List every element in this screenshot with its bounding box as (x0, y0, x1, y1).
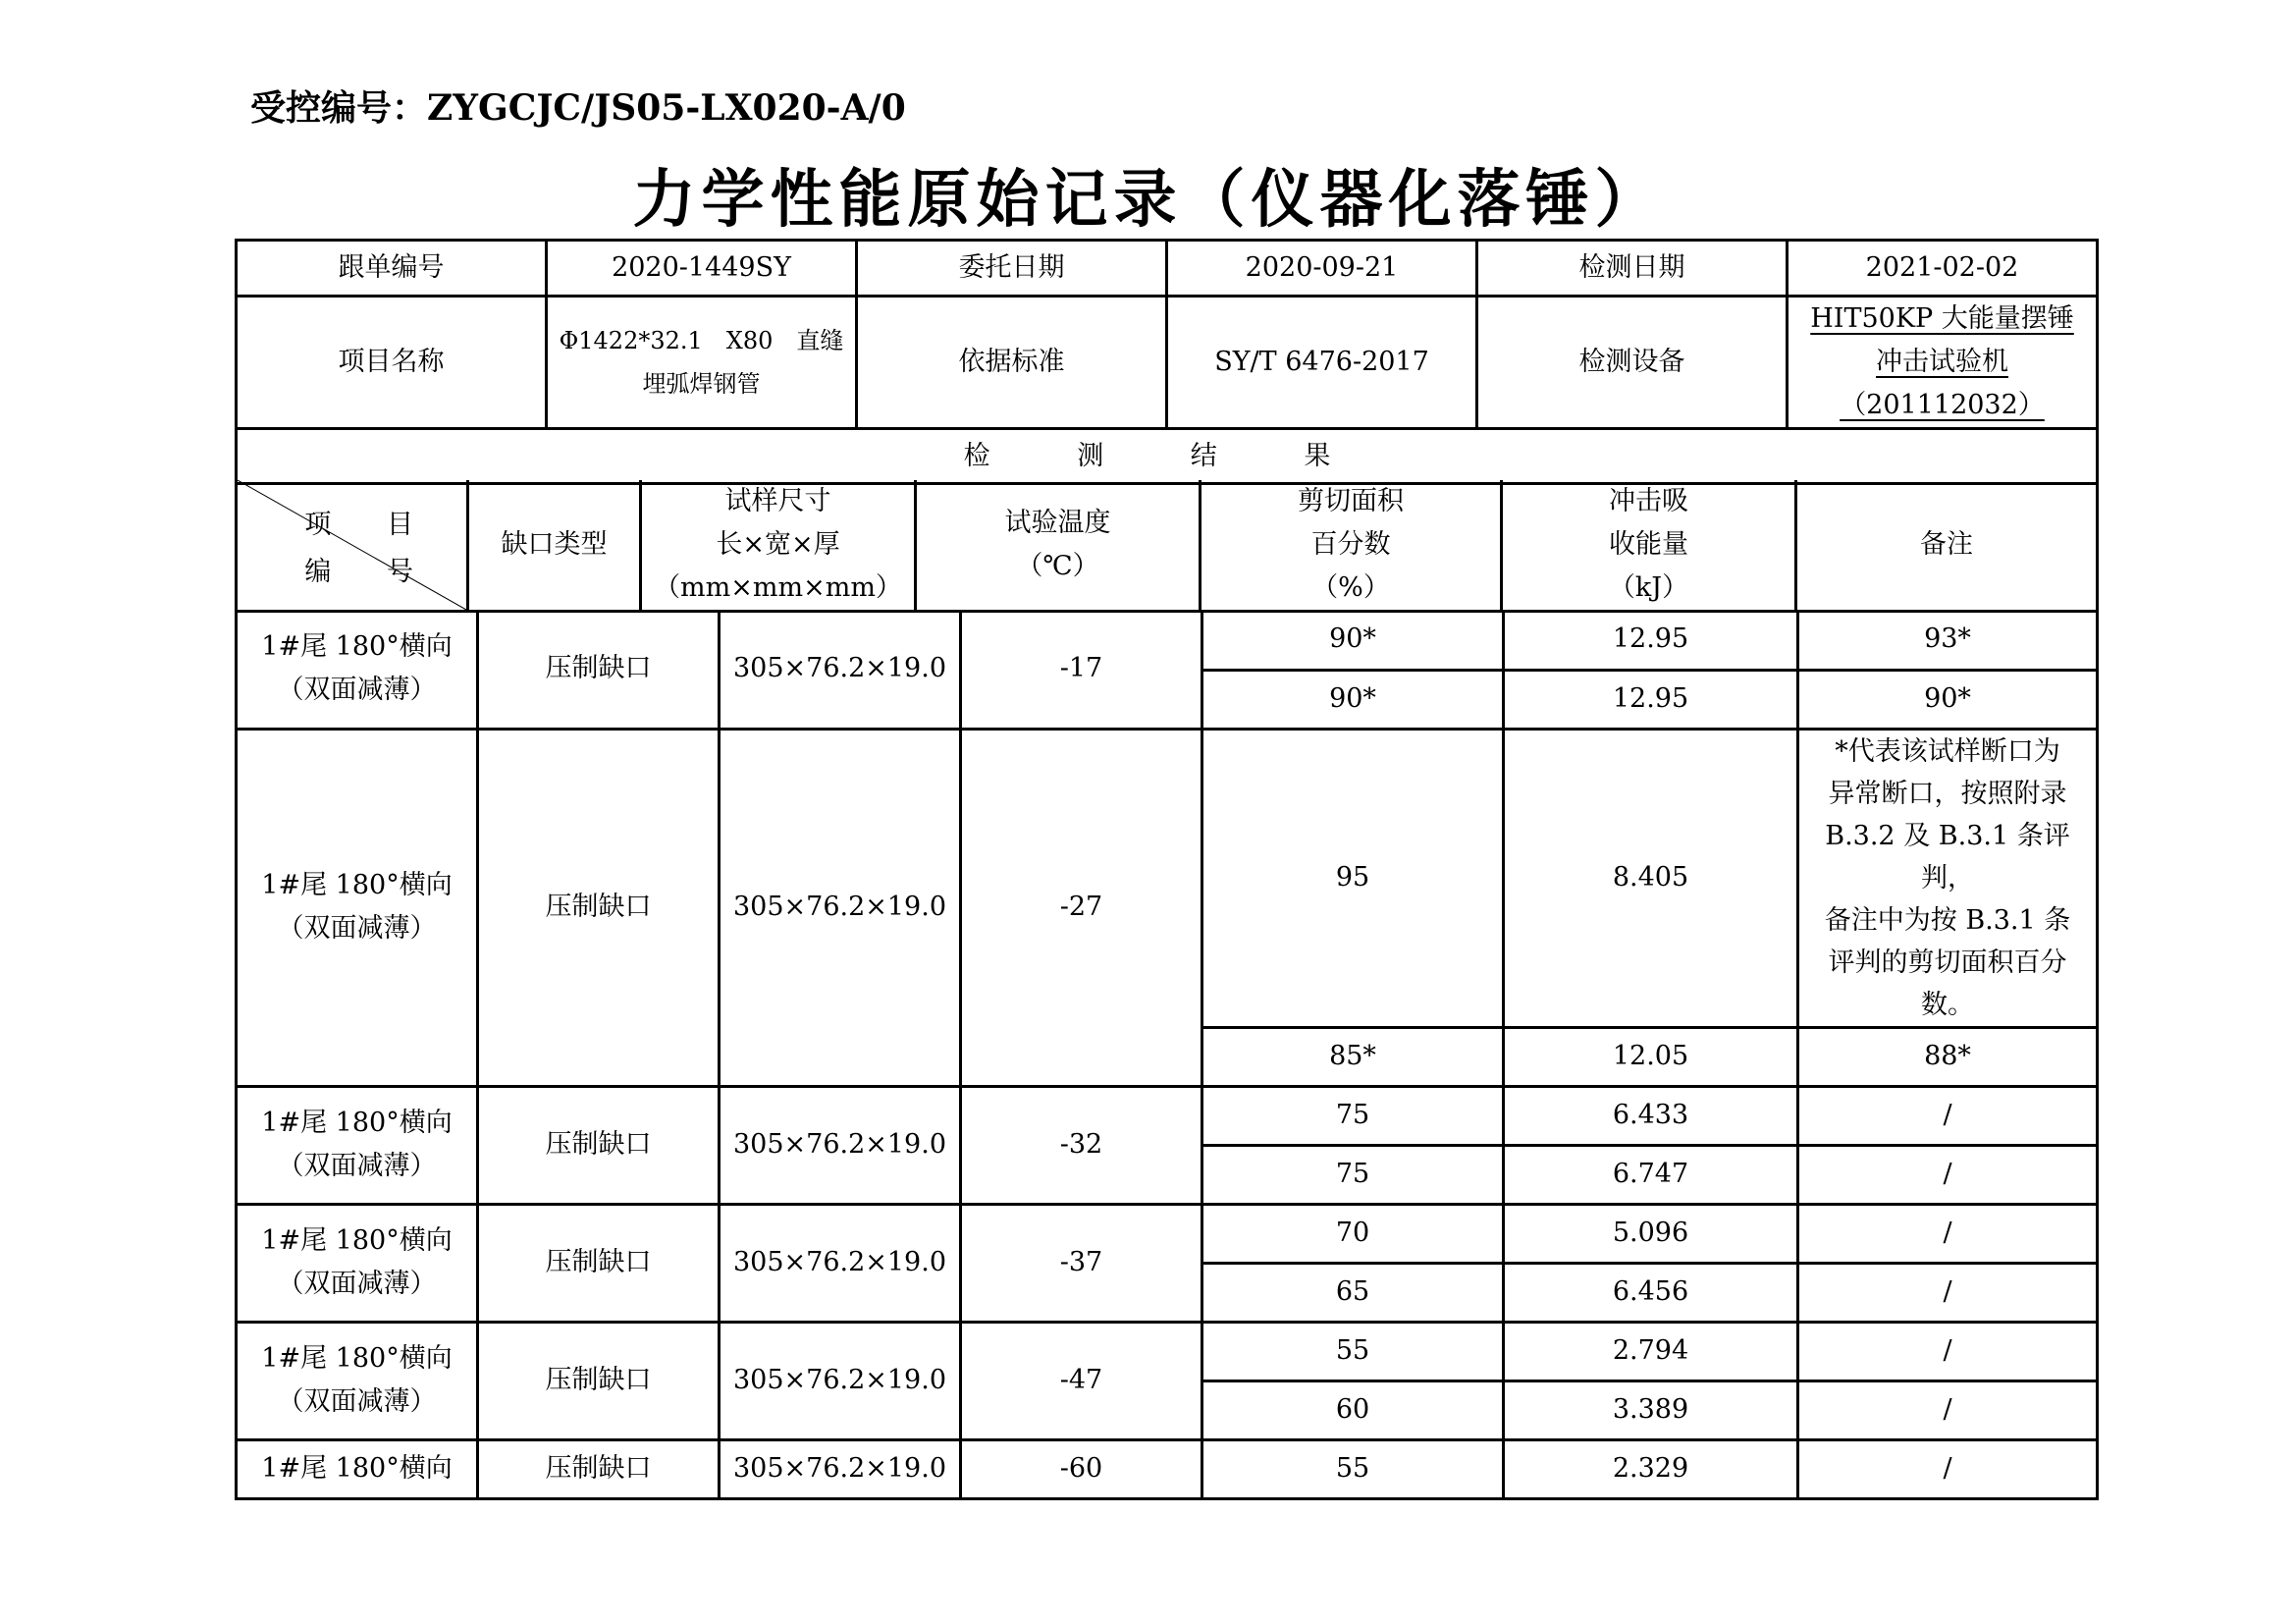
test-temperature: -27 (961, 729, 1202, 1086)
shear-header-line1: 剪切面积 (1298, 486, 1404, 516)
shear-area: 85* (1202, 1027, 1504, 1086)
specimen-id-line1: 1#尾 180°横向 (261, 1343, 453, 1374)
equipment-line2: 冲击试验机 (1876, 347, 2008, 377)
specimen-id: 1#尾 180°横向 (237, 1439, 478, 1498)
shear-area: 90* (1202, 611, 1504, 670)
remarks-header: 备注 (1796, 480, 2098, 612)
test-temperature: -47 (961, 1322, 1202, 1439)
size-header-line2: 长×宽×厚 (716, 529, 840, 560)
results-data-table (235, 611, 2099, 1500)
size-header-line3: （mm×mm×mm） (654, 572, 902, 603)
specimen-id-line2: （双面减薄） (277, 675, 437, 706)
shear-area: 75 (1202, 1086, 1504, 1145)
results-header-table (235, 480, 2099, 613)
test-date-value: 2021-02-02 (1788, 241, 2098, 297)
shear-area: 60 (1202, 1380, 1504, 1439)
size-header-line1: 试样尺寸 (724, 486, 831, 516)
notch-type: 压制缺口 (478, 1086, 720, 1204)
table-row (237, 1322, 2098, 1380)
table-row (237, 1204, 2098, 1263)
energy-header-line1: 冲击吸 (1609, 486, 1688, 516)
notch-type: 压制缺口 (478, 1322, 720, 1439)
project-value-line2: 埋弧焊钢管 (642, 370, 761, 398)
notch-type: 压制缺口 (478, 1439, 720, 1498)
table-row (237, 611, 2098, 670)
note-line: B.3.2 及 B.3.1 条评判， (1825, 820, 2070, 893)
note-line: 异常断口，按照附录 (1828, 778, 2067, 809)
shear-area: 55 (1202, 1322, 1504, 1380)
remark: / (1798, 1322, 2098, 1380)
specimen-size: 305×76.2×19.0 (720, 1439, 961, 1498)
impact-energy: 6.747 (1504, 1145, 1798, 1204)
specimen-id-line2: （双面减薄） (277, 1151, 437, 1181)
remark-note (1798, 729, 2098, 1027)
equipment-line3: （201112032） (1840, 390, 2045, 420)
specimen-size: 305×76.2×19.0 (720, 1086, 961, 1204)
shear-area: 65 (1202, 1263, 1504, 1322)
notch-type: 压制缺口 (478, 611, 720, 729)
standard-label: 依据标准 (857, 297, 1167, 429)
shear-area: 75 (1202, 1145, 1504, 1204)
test-date-label: 检测日期 (1477, 241, 1788, 297)
table-row (237, 1439, 2098, 1498)
specimen-id (237, 1204, 478, 1322)
impact-energy: 2.329 (1504, 1439, 1798, 1498)
test-temperature: -60 (961, 1439, 1202, 1498)
note-line: 备注中为按 B.3.1 条 (1824, 904, 2071, 936)
temperature-header (916, 480, 1201, 612)
table-row (237, 1086, 2098, 1145)
project-label: 项目名称 (237, 297, 547, 429)
number-label: 编 号 (304, 557, 437, 587)
remark: / (1798, 1263, 2098, 1322)
shear-area-header (1201, 480, 1502, 612)
commission-date-label: 委托日期 (857, 241, 1167, 297)
test-temperature: -32 (961, 1086, 1202, 1204)
tracking-label: 跟单编号 (237, 241, 547, 297)
equipment-line1: HIT50KP 大能量摆锤 (1810, 303, 2074, 334)
remark: / (1798, 1380, 2098, 1439)
remark: 90* (1798, 670, 2098, 729)
remark: 93* (1798, 611, 2098, 670)
remark: / (1798, 1145, 2098, 1204)
impact-energy: 2.794 (1504, 1322, 1798, 1380)
specimen-id (237, 729, 478, 1086)
specimen-id-line2: （双面减薄） (277, 1269, 437, 1299)
equipment-value (1788, 297, 2098, 429)
info-table (235, 239, 2099, 485)
specimen-size: 305×76.2×19.0 (720, 1204, 961, 1322)
notch-type: 压制缺口 (478, 1204, 720, 1322)
temperature-header-line2: （℃） (1016, 551, 1099, 581)
impact-energy: 5.096 (1504, 1204, 1798, 1263)
shear-area: 70 (1202, 1204, 1504, 1263)
results-label: 检 测 结 果 (237, 429, 2098, 484)
specimen-id-line2: （双面减薄） (277, 1386, 437, 1417)
specimen-id-line1: 1#尾 180°横向 (261, 1225, 453, 1256)
standard-value: SY/T 6476-2017 (1167, 297, 1477, 429)
test-temperature: -37 (961, 1204, 1202, 1322)
energy-header-line3: （kJ） (1608, 572, 1689, 603)
specimen-id (237, 611, 478, 729)
impact-energy: 12.95 (1504, 611, 1798, 670)
note-line: 数。 (1921, 989, 1974, 1020)
specimen-id (237, 1086, 478, 1204)
shear-header-line2: 百分数 (1310, 529, 1391, 560)
impact-energy: 8.405 (1504, 729, 1798, 1027)
note-line: *代表该试样断口为 (1835, 735, 2060, 767)
table-row (237, 729, 2098, 1027)
document-title: 力学性能原始记录（仪器化落锤） (632, 163, 1664, 237)
energy-header-line2: 收能量 (1609, 529, 1688, 560)
remark: / (1798, 1086, 2098, 1145)
specimen-id-line1: 1#尾 180°横向 (261, 1108, 453, 1138)
specimen-size: 305×76.2×19.0 (720, 1322, 961, 1439)
specimen-size: 305×76.2×19.0 (720, 611, 961, 729)
impact-energy: 12.05 (1504, 1027, 1798, 1086)
temperature-header-line1: 试验温度 (1004, 508, 1111, 538)
shear-area: 55 (1202, 1439, 1504, 1498)
control-number: 受控编号：ZYGCJC/JS05-LX020-A/0 (250, 87, 906, 129)
test-temperature: -17 (961, 611, 1202, 729)
impact-energy: 3.389 (1504, 1380, 1798, 1439)
shear-area: 95 (1202, 729, 1504, 1027)
remark: / (1798, 1439, 2098, 1498)
note-line: 评判的剪切面积百分 (1828, 947, 2067, 978)
energy-header (1502, 480, 1796, 612)
shear-header-line3: （%） (1311, 572, 1390, 603)
impact-energy: 6.433 (1504, 1086, 1798, 1145)
shear-area: 90* (1202, 670, 1504, 729)
notch-type: 压制缺口 (478, 729, 720, 1086)
specimen-id-line1: 1#尾 180°横向 (261, 870, 453, 900)
size-header (641, 480, 916, 612)
equipment-label: 检测设备 (1477, 297, 1788, 429)
project-value (547, 297, 857, 429)
impact-energy: 6.456 (1504, 1263, 1798, 1322)
item-number-header (237, 480, 468, 612)
remark: / (1798, 1204, 2098, 1263)
remark: 88* (1798, 1027, 2098, 1086)
commission-date-value: 2020-09-21 (1167, 241, 1477, 297)
specimen-id-line2: （双面减薄） (277, 913, 437, 944)
specimen-id (237, 1322, 478, 1439)
item-label: 项 目 (304, 510, 437, 540)
specimen-size: 305×76.2×19.0 (720, 729, 961, 1086)
impact-energy: 12.95 (1504, 670, 1798, 729)
tracking-value: 2020-1449SY (547, 241, 857, 297)
specimen-id-line1: 1#尾 180°横向 (261, 631, 453, 663)
project-value-line1: Φ1422*32.1 X80 直缝 (559, 327, 844, 354)
notch-type-header: 缺口类型 (468, 480, 641, 612)
